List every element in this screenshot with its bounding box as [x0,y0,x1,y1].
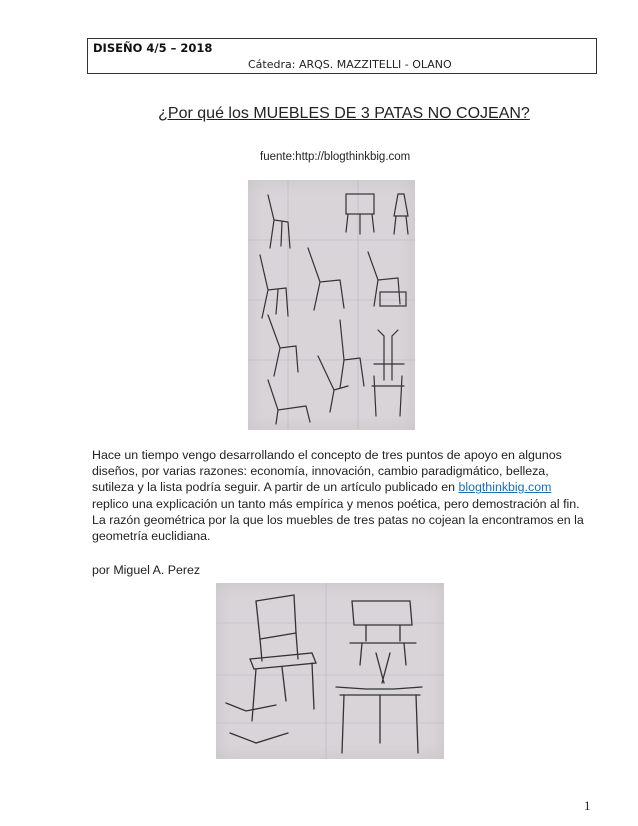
geometry-paragraph [92,512,602,544]
page-number: 1 [584,798,591,813]
author-line: por Miguel A. Perez [92,563,201,577]
chair-sketches-image-2 [216,583,444,759]
document-title [0,105,638,123]
geometry-line-1: La razón geométrica por la que los muebles de tres patas no cojean la encontramos en la [92,513,584,527]
chair-label: Cátedra: ARQS. MAZZITELLI - OLANO [248,58,452,71]
intro-line-3 [92,479,602,495]
document-header [87,38,597,74]
document-title-text: ¿Por qué los MUEBLES DE 3 PATAS NO COJEAN? [158,105,530,122]
intro-line-4: replico una explicación un tanto más empírica y menos poética, pero demostración al fin. [92,496,580,511]
chair-sketches-image-1 [248,180,415,430]
intro-line-3-text: sutileza y la lista podría seguir. A partir de un artículo publicado en [92,480,459,495]
blogthinkbig-link[interactable]: blogthinkbig.com [458,480,552,495]
source-line: fuente:http://blogthinkbig.com [260,151,411,163]
course-label: DISEÑO 4/5 – 2018 [93,41,213,55]
intro-paragraph [92,447,602,512]
intro-line-1: Hace un tiempo vengo desarrollando el concepto de tres puntos de apoyo en algunos [92,448,562,462]
geometry-line-2: geometría euclidiana. [92,529,211,544]
intro-line-2: diseños, por varias razones: economía, innovación, cambio paradigmático, belleza, [92,464,549,479]
